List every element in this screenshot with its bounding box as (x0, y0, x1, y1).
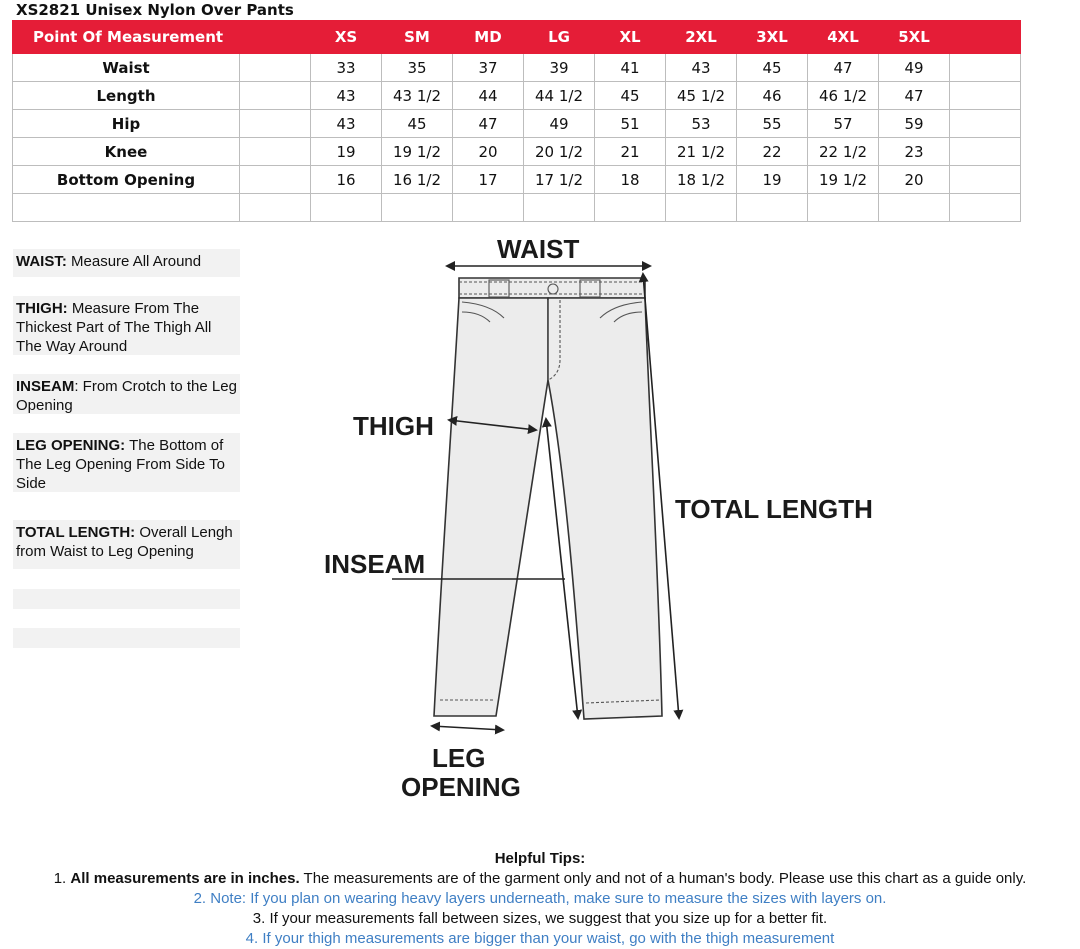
size-5xl: 5XL (879, 21, 950, 54)
row-label: Bottom Opening (13, 166, 240, 194)
size-sm: SM (382, 21, 453, 54)
table-cell: 55 (737, 110, 808, 138)
table-cell: 45 (595, 82, 666, 110)
table-cell: 41 (595, 54, 666, 82)
table-cell: 22 (737, 138, 808, 166)
tip-3: 3. If your measurements fall between sizes, we suggest that you size up for a better fit. (252, 910, 828, 927)
table-cell: 46 (737, 82, 808, 110)
size-3xl: 3XL (737, 21, 808, 54)
size-xl: XL (595, 21, 666, 54)
total-length-label: TOTAL LENGTH (675, 494, 873, 524)
thigh-label: THIGH (353, 411, 434, 441)
tip-4: 4. If your thigh measurements are bigger than your waist, go with the thigh measurement (245, 930, 835, 947)
table-cell: 19 1/2 (808, 166, 879, 194)
legend-thigh: THIGH: Measure From The Thickest Part of The Thigh All The Way Around (13, 296, 240, 355)
leg-opening-label-line2: OPENING (401, 772, 521, 802)
table-cell: 43 (666, 54, 737, 82)
table-cell: 57 (808, 110, 879, 138)
size-4xl: 4XL (808, 21, 879, 54)
table-cell: 22 1/2 (808, 138, 879, 166)
size-md: MD (453, 21, 524, 54)
legend-total-length: TOTAL LENGTH: Overall Lengh from Waist to Leg Opening (13, 520, 240, 569)
leg-opening-arrow (432, 726, 503, 730)
table-cell: 17 (453, 166, 524, 194)
table-cell: 46 1/2 (808, 82, 879, 110)
row-label: Length (13, 82, 240, 110)
table-cell: 18 (595, 166, 666, 194)
row-label: Hip (13, 110, 240, 138)
table-cell: 49 (524, 110, 595, 138)
table-cell: 19 1/2 (382, 138, 453, 166)
inseam-label: INSEAM (324, 549, 426, 579)
table-cell: 21 (595, 138, 666, 166)
table-cell: 18 1/2 (666, 166, 737, 194)
table-cell: 23 (879, 138, 950, 166)
table-cell: 49 (879, 54, 950, 82)
table-cell: 16 (311, 166, 382, 194)
row-label: Knee (13, 138, 240, 166)
size-2xl: 2XL (666, 21, 737, 54)
tip-1: 1. All measurements are in inches. The measurements are of the garment only and not of a human's body. Please use this chart as a guide only. (53, 870, 1027, 887)
table-cell: 21 1/2 (666, 138, 737, 166)
legend-leg-opening: LEG OPENING: The Bottom of The Leg Opening From Side To Side (13, 433, 240, 492)
table-cell: 37 (453, 54, 524, 82)
table-cell: 17 1/2 (524, 166, 595, 194)
size-lg: LG (524, 21, 595, 54)
table-cell: 59 (879, 110, 950, 138)
leg-opening-label-line1: LEG (432, 743, 486, 773)
table-cell: 20 1/2 (524, 138, 595, 166)
tip-2: 2. Note: If you plan on wearing heavy layers underneath, make sure to measure the sizes with layers on. (193, 890, 887, 907)
table-cell: 47 (808, 54, 879, 82)
row-label: Waist (13, 54, 240, 82)
table-cell: 45 (737, 54, 808, 82)
chart-title: XS2821 Unisex Nylon Over Pants (16, 1, 294, 19)
table-cell: 53 (666, 110, 737, 138)
table-cell: 39 (524, 54, 595, 82)
waist-label: WAIST (497, 234, 580, 264)
table-cell: 44 (453, 82, 524, 110)
table-cell: 45 1/2 (666, 82, 737, 110)
table-cell: 47 (453, 110, 524, 138)
table-cell: 16 1/2 (382, 166, 453, 194)
legend-inseam: INSEAM: From Crotch to the Leg Opening (13, 374, 240, 414)
table-cell: 43 (311, 110, 382, 138)
table-cell: 45 (382, 110, 453, 138)
table-cell: 33 (311, 54, 382, 82)
table-cell: 20 (453, 138, 524, 166)
table-cell: 47 (879, 82, 950, 110)
table-cell: 20 (879, 166, 950, 194)
table-cell: 43 (311, 82, 382, 110)
header-point-of-measurement: Point Of Measurement (13, 21, 240, 54)
legend-waist: WAIST: Measure All Around (13, 249, 240, 277)
table-cell: 43 1/2 (382, 82, 453, 110)
table-cell: 35 (382, 54, 453, 82)
helpful-tips (0, 849, 1080, 949)
tips-heading: Helpful Tips: (494, 850, 586, 867)
table-cell: 19 (737, 166, 808, 194)
table-cell: 51 (595, 110, 666, 138)
size-xs: XS (311, 21, 382, 54)
table-cell: 44 1/2 (524, 82, 595, 110)
table-cell: 19 (311, 138, 382, 166)
